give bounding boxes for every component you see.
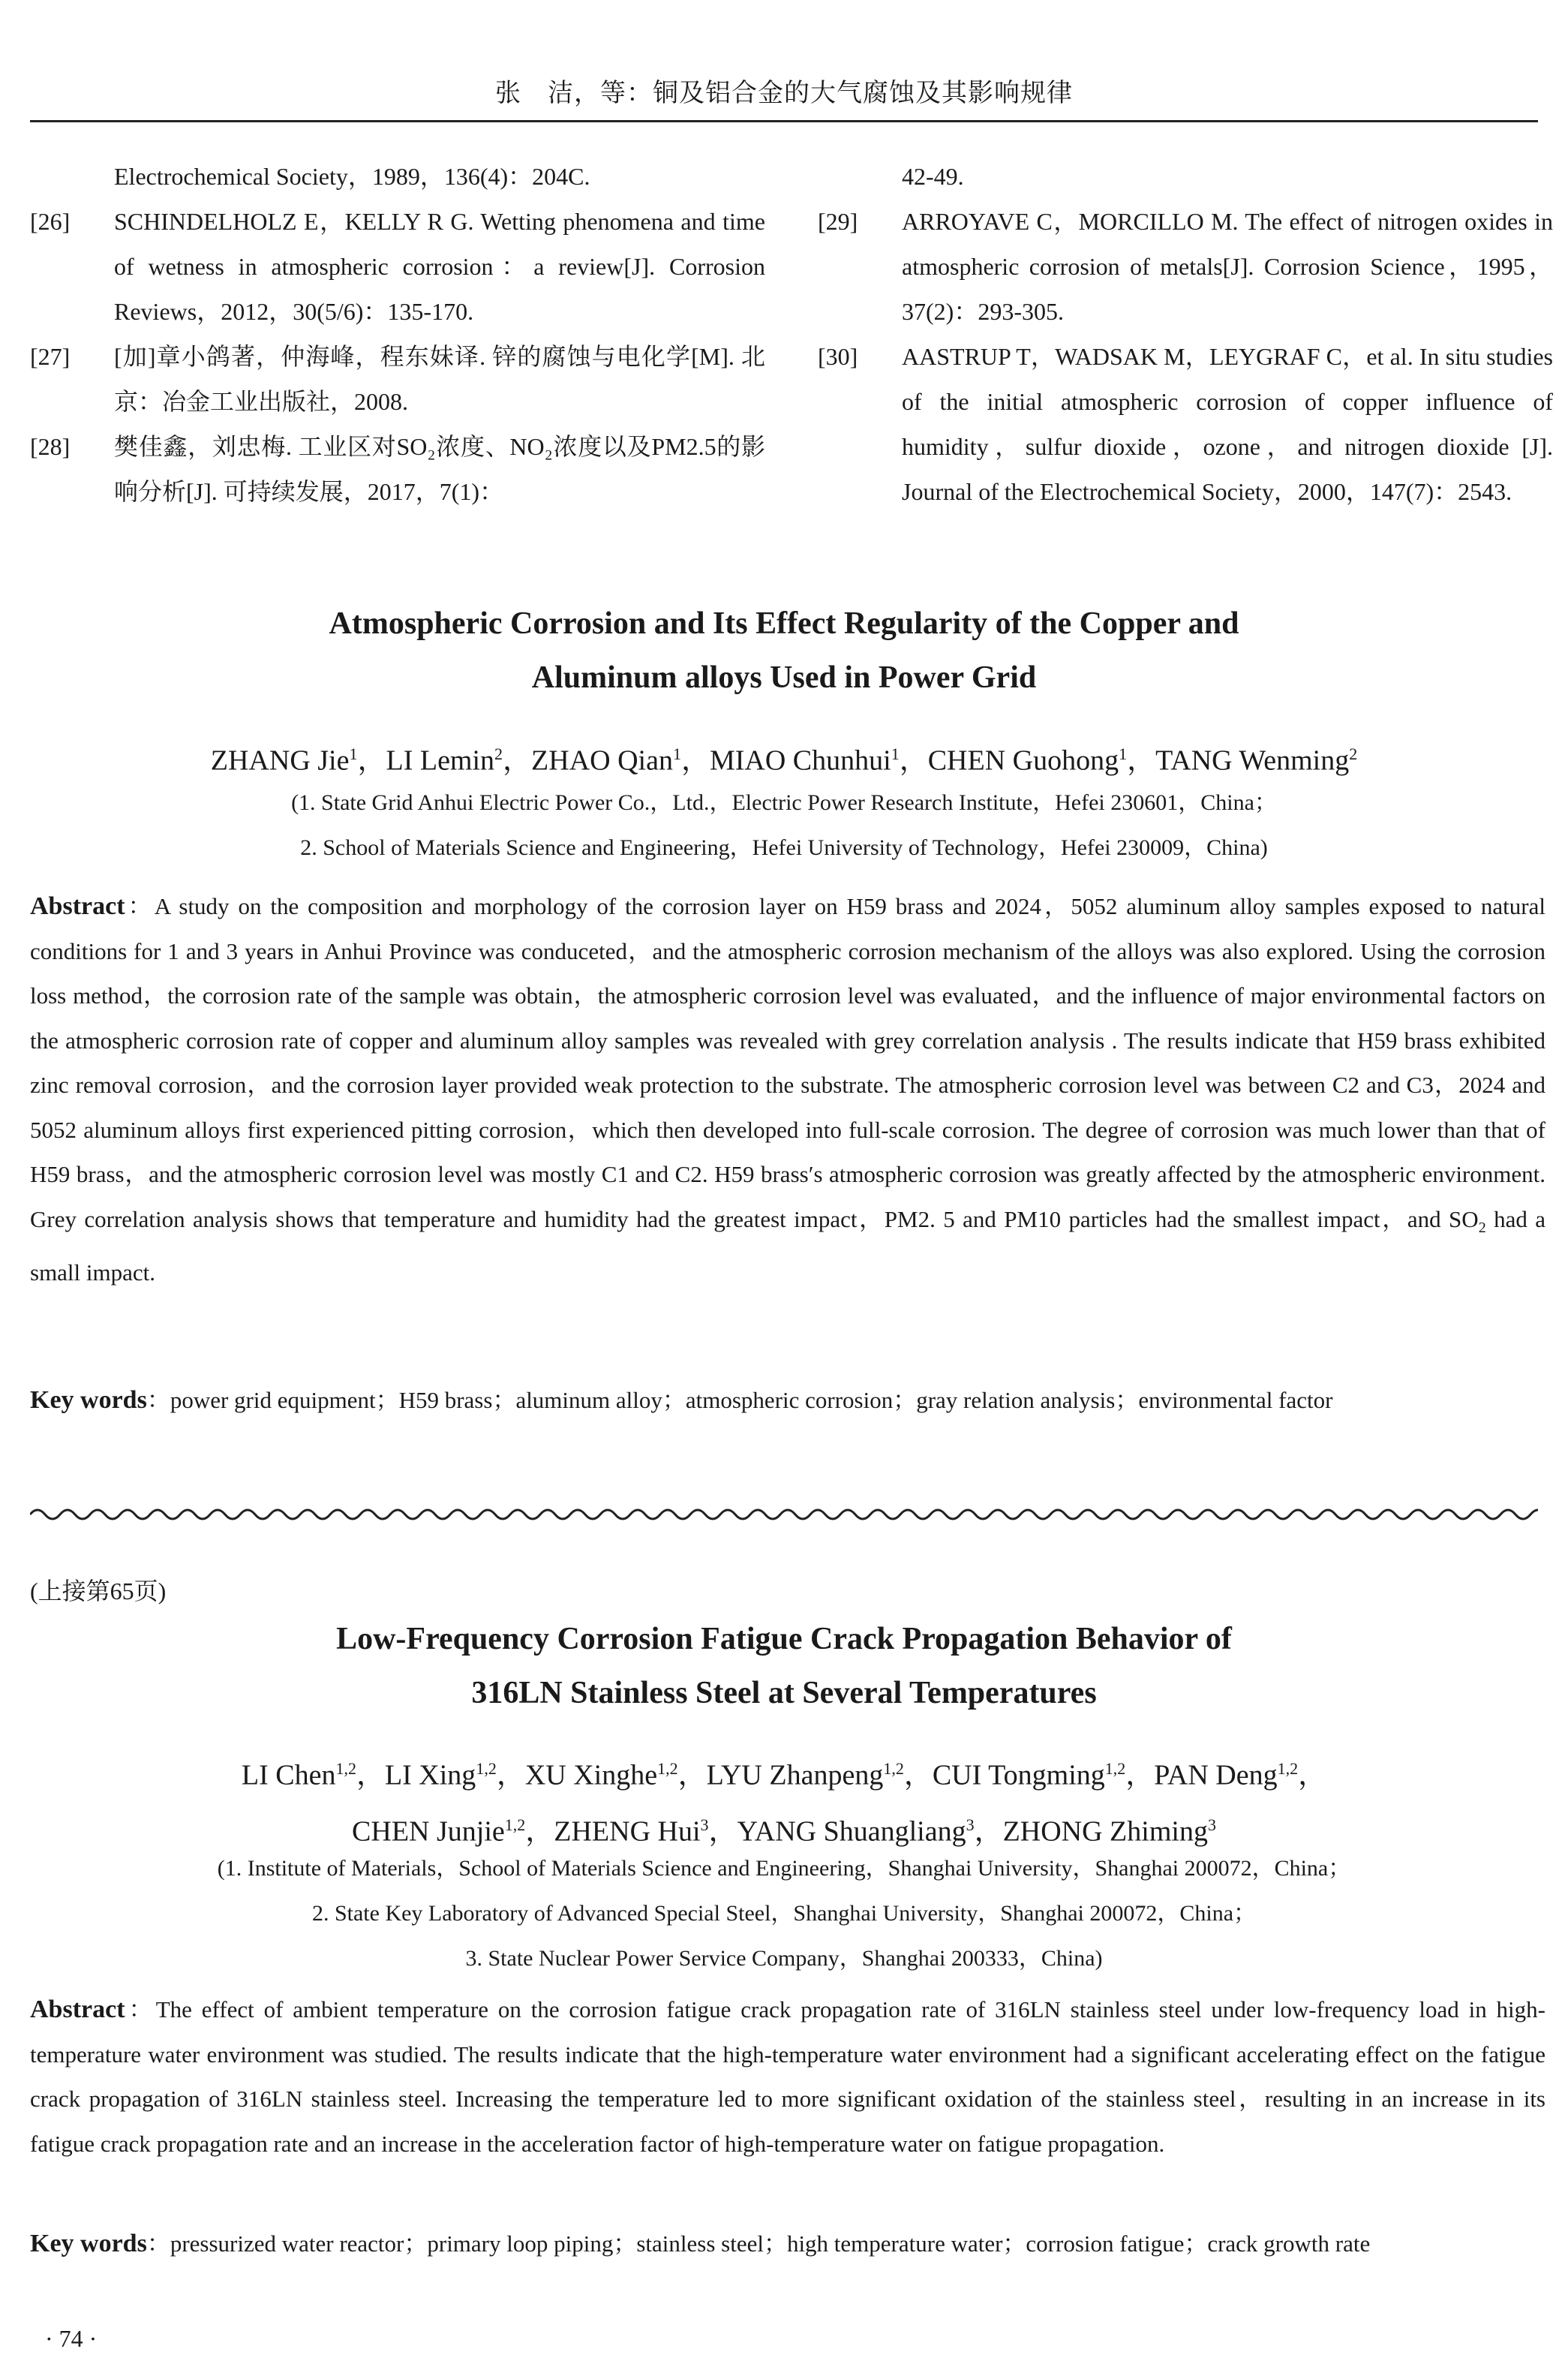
reference-item: [26] SCHINDELHOLZ E，KELLY R G. Wetting phenomena and time of wetness in atmospheric corrosion：a review[J]. Corrosion Reviews，2012，30(5/6)：135-170. <box>30 208 765 325</box>
keywords-text: ：power grid equipment；H59 brass；aluminum alloy；atmospheric corrosion；gray relation analysis；environmental factor <box>146 1387 1333 1413</box>
abstract-text: ：The effect of ambient temperature on the corrosion fatigue crack propagation rate of 316LN stainless steel under low-frequency load in high-temperature water environment was studied. The results indicate that the high-temperature water environment had a significant accelerating effect on the fatigue crack propagation of 316LN stainless steel. Increasing the temperature led to more significant oxidation of the stainless steel，resulting in an increase in its fatigue crack propagation rate and an increase in the acceleration factor of high-temperature water on fatigue propagation. <box>30 1996 1545 2157</box>
article1-affiliations: (1. State Grid Anhui Electric Power Co.，Ltd.，Electric Power Research Institute，Hefei 230601，China； 2. School of Materials Science and Engineering，Hefei University of Technology，Hefei 230009，China) <box>291 790 1277 860</box>
article1-abstract <box>30 884 1545 1295</box>
running-header: 张 洁，等：铜及铝合金的大气腐蚀及其影响规律 <box>495 80 1073 107</box>
reference-item: [27] [加]章小鸽著，仲海峰，程东妹译. 锌的腐蚀与电化学[M]. 北京：冶金工业出版社，2008. <box>30 343 765 415</box>
article2-affiliations: (1. Institute of Materials，School of Materials Science and Engineering，Shanghai University，Shanghai 200072，China； 2. State Key Laboratory of Advanced Special Steel，Shanghai University，Shanghai 200072，China； 3. State Nuclear Power Service Company，Shanghai 200333，China) <box>217 1856 1351 1971</box>
reference-item: 42-49. <box>902 163 964 190</box>
article2-abstract <box>30 1987 1545 2166</box>
article2-title: Low-Frequency Corrosion Fatigue Crack Propagation Behavior of 316LN Stainless Steel at Several Temperatures <box>336 1622 1232 1710</box>
article2-keywords <box>30 2221 1545 2266</box>
continued-note: (上接第65页) <box>30 1577 167 1605</box>
abstract-label: Abstract <box>30 892 125 920</box>
header-rule <box>30 120 1538 122</box>
reference-item: Electrochemical Society，1989，136(4)：204C. <box>114 163 590 190</box>
keywords-text: ：pressurized water reactor；primary loop piping；stainless steel；high temperature water；corrosion fatigue；crack growth rate <box>146 2230 1371 2257</box>
reference-item: [29] ARROYAVE C，MORCILLO M. The effect of nitrogen oxides in atmospheric corrosion of metals[J]. Corrosion Science，1995，37(2)：293-305. <box>818 208 1553 325</box>
references-left-column <box>30 154 765 514</box>
article1-title: Atmospheric Corrosion and Its Effect Regularity of the Copper and Aluminum alloys Used in Power Grid <box>329 606 1239 695</box>
wavy-separator <box>30 1499 1538 1526</box>
abstract-text: ：A study on the composition and morphology of the corrosion layer on H59 brass and 2024，5052 aluminum alloy samples exposed to natural conditions for 1 and 3 years in Anhui Province was conduceted，and the atmospheric corrosion mechanism of the alloys was also explored. Using the corrosion loss method，the corrosion rate of the sample was obtain，the atmospheric corrosion level was evaluated，and the influence of major environmental factors on the atmospheric corrosion rate of copper and aluminum alloy samples was revealed with grey correlation analysis . The results indicate that H59 brass exhibited zinc removal corrosion，and the corrosion layer provided weak protection to the substrate. The atmospheric corrosion level was between C2 and C3，2024 and 5052 aluminum alloys first experienced pitting corrosion，which then developed into full-scale corrosion. The degree of corrosion was much lower than that of H59 brass，and the atmospheric corrosion level was mostly C1 and C2. H59 brass′s atmospheric corrosion was greatly affected by the atmospheric environment. Grey correlation analysis shows that temperature and humidity had the greatest impact，PM2. 5 and PM10 particles had the smallest impact，and $SO_2$ had a small impact. <box>30 893 1545 1286</box>
article1-authors: ZHANG Jie$^1$，LI Lemin$^2$，ZHAO Qian$^1$，MIAO Chunhui$^1$，CHEN Guohong$^1$，TANG Wenming$^2$ <box>210 744 1358 777</box>
abstract-label: Abstract <box>30 1996 125 2023</box>
references-right-column <box>818 154 1553 514</box>
keywords-label: Key words <box>30 2230 147 2257</box>
page-number: · 74 · <box>45 2325 98 2352</box>
article2-authors: LI Chen$^{1,2}$，LI Xing$^{1,2}$，XU Xinghe$^{1,2}$，LYU Zhanpeng$^{1,2}$，CUI Tongming$^{1,2}$，PAN Deng$^{1,2}$， CHEN Junjie$^{1,2}$，ZHENG Hui$^3$，YANG Shuangliang$^3$，ZHONG Zhiming$^3$ <box>241 1759 1327 1848</box>
reference-item: [28] 樊佳鑫，刘忠梅. 工业区对SO₂浓度、NO₂浓度以及PM2.5的影响分析[J]. 可持续发展，2017，7(1)： <box>30 433 765 505</box>
article1-keywords <box>30 1378 1545 1423</box>
keywords-label: Key words <box>30 1386 147 1414</box>
reference-item: [30] AASTRUP T，WADSAK M，LEYGRAF C，et al. In situ studies of the initial atmospheric corrosion of copper influence of humidity，sulfur dioxide，ozone，and nitrogen dioxide [J]. Journal of the Electrochemical Society，2000，147(7)：2543. <box>818 343 1553 505</box>
